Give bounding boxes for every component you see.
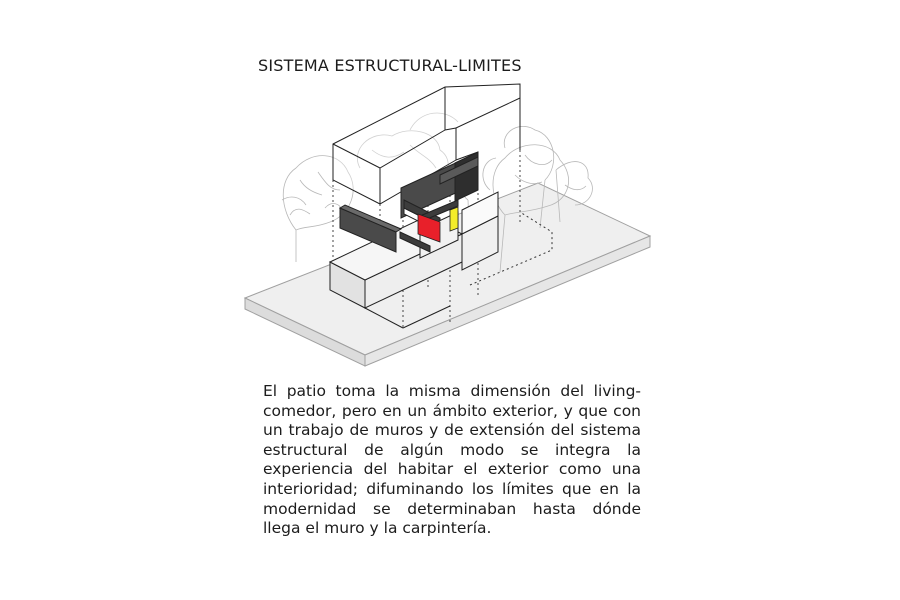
description-paragraph [263,382,641,539]
description-line: modernidad se determinaban hasta dónde [263,499,641,518]
yellow-panel [450,207,458,231]
description-line: interioridad; difuminando los límites que en la [263,479,641,498]
description-line: El patio toma la misma dimensión del living- [263,382,641,400]
diagram-title: SISTEMA ESTRUCTURAL-LIMITES [258,56,522,75]
description-line: experiencia del habitar el exterior como una [263,460,641,479]
description-line: un trabajo de muros y de extensión del sistema [263,421,641,440]
description-line: llega el muro y la carpintería. [263,519,492,538]
description-line: estructural de algún modo se integra la [263,440,641,459]
description-line: comedor, pero en un ámbito exterior, y que con [263,401,641,420]
